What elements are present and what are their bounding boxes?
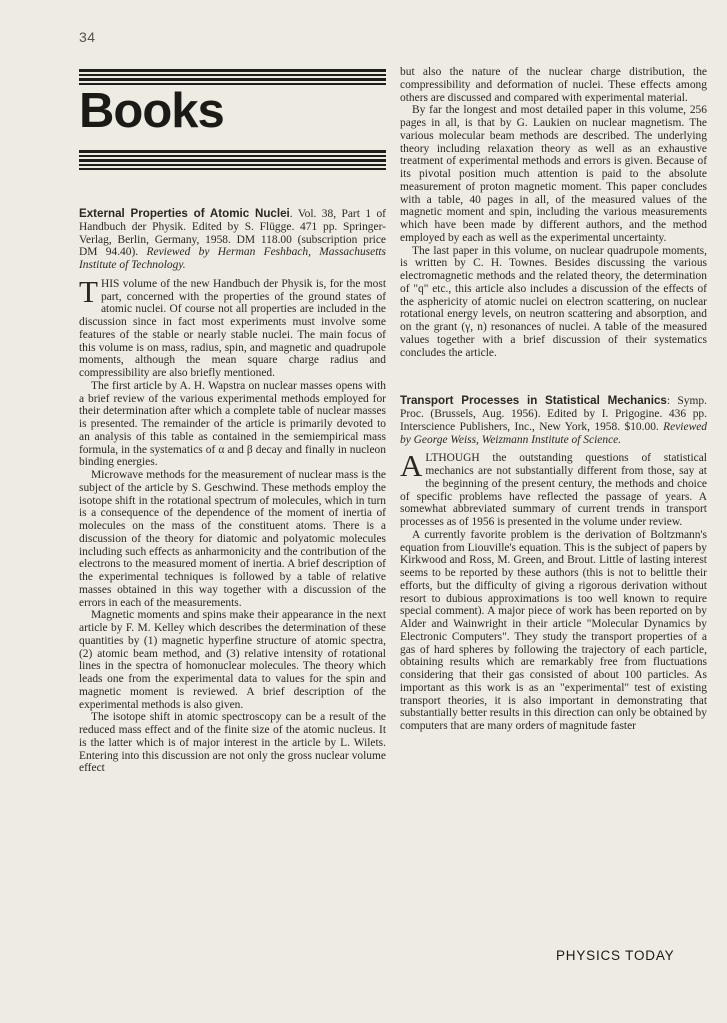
continued-paragraph: but also the nature of the nuclear charge distribution, the compressibility and deformation of nuclei. These effects among others are discussed and compared with experimental material. xyxy=(400,66,707,104)
body-paragraph: Microwave methods for the measurement of nuclear mass is the subject of the article by S. Geschwind. These methods employ the isotope shift in the rotational spectrum of molecules, which in turn is a consequence of the dependence of the moment of inertia of molecules on the mass of the constituent atoms. There is a discussion of the theory for diatomic and polyatomic molecules including such effects as anharmonicity and the contribution of the electrons to the measured moment of inertia. A brief description of the experimental techniques is followed by a table of relative masses obtained in this way together with a discussion of the errors in each of the measurements. xyxy=(79,469,386,609)
review-header xyxy=(79,208,386,272)
reviewer-credit: Reviewed by Herman Feshbach, Massachusetts Institute of Technology. xyxy=(79,246,386,271)
publication-footer: PHYSICS TODAY xyxy=(556,948,675,963)
section-title: Books xyxy=(79,84,224,138)
body-paragraph: A currently favorite problem is the derivation of Boltzmann's equation from Liouville's equation. This is the subject of papers by Kirkwood and Ross, M. Green, and Brout. Little of lasting interest seems to be reported by these authors (this is not to belittle their efforts, but the difficulty of giving a rigorous derivation without resort to dubious approximations is too well known to require special comment). A major piece of work has been reported on by Alder and Wainwright in their article "Molecular Dynamics by Electronic Computers". They study the transport properties of a gas of hard spheres by following the trajectory of each particle, obtaining results which are remarkably free from fluctuations considering that their gas consisted of about 100 particles. As important as this work is as an "experimental" test of existing transport theories, it is also important in demonstrating that substantially better results in this direction can only be obtained by computers that are many orders of magnitude faster xyxy=(400,528,707,732)
lead-text: HIS volume of the new Handbuch der Physik is, for the most part, concerned with the properties of the ground states of atomic nuclei. Of course not all properties are included in the discussion since in fact most experiments must involve some features of the stable or nearly stable nuclei. The main focus of this volume is on mass, radius, spin, and magnetic and quadrupole moments, although the mean square charge radius and compressibility are also briefly mentioned. xyxy=(79,277,386,379)
review-lead-paragraph xyxy=(400,448,707,529)
book-title: External Properties of Atomic Nuclei xyxy=(79,207,290,220)
reviewer-credit: Reviewed by George Weiss, Weizmann Institute of Science. xyxy=(400,420,707,446)
review-lead-paragraph xyxy=(79,273,386,380)
right-column xyxy=(400,66,707,733)
review-header xyxy=(400,395,707,446)
body-paragraph: By far the longest and most detailed paper in this volume, 256 pages in all, is that by G. Laukien on nuclear magnetism. The various molecular beam methods are described. The underlying theory including relaxation theory as well as an exhaustive treatment of experimental methods and errors is given. Because of its pivotal position much attention is paid to the absolute measurement of proton magnetic moment. This paper concludes with a table, 40 pages in all, of the measured values of the magnetic moment and spin, including the various measurements which have been made by different authors, and the method employed by each as well as the experimental uncertainty. xyxy=(400,104,707,244)
book-title: Transport Processes in Statistical Mechanics xyxy=(400,394,667,408)
body-paragraph: The last paper in this volume, on nuclear quadrupole moments, is written by C. H. Townes. Besides discussing the various electromagnetic methods and the related theory, the determination of "q" etc., this article also includes a discussion of the effects of the asphericity of atomic nuclei on electron scattering, on nuclear rotational energy levels, on neutron scattering and absorption, and on the grant (γ, n) resonances of nuclei. A table of the measured values together with a brief discussion of their systematics concludes the article. xyxy=(400,244,707,359)
drop-cap: T xyxy=(79,273,98,309)
header-rules-bottom xyxy=(79,150,386,172)
lead-text: LTHOUGH the outstanding questions of statistical mechanics are not substantially different from those, say at the beginning of the present century, the methods and choice of specific problems have reflected the passage of years. A somewhat abbreviated summary of current trends in transport processes as of 1956 is presented in the volume under review. xyxy=(400,452,707,528)
left-column xyxy=(79,208,386,775)
book-citation: . Vol. 38, Part 1 of Handbuch der Physik. Edited by S. Flügge. 471 pp. Springer-Verlag, Berlin, Germany, 1958. DM 118.00 (subscription price DM 94.40). xyxy=(79,208,386,259)
body-paragraph: The isotope shift in atomic spectroscopy can be a result of the reduced mass effect and of the finite size of the atomic nucleus. It is the latter which is of major interest in the article by L. Wilets. Entering into this discussion are not only the gross nuclear volume effect xyxy=(79,711,386,775)
book-citation: : Symp. Proc. (Brussels, Aug. 1956). Edited by I. Prigogine. 436 pp. Interscience Publishers, Inc., New York, 1958. $10.00. xyxy=(400,395,707,433)
body-paragraph: The first article by A. H. Wapstra on nuclear masses opens with a brief review of the various experimental methods employed for their determination after which a complete table of nuclear masses is presented. The remainder of the article is primarily devoted to an analysis of this table as contained in the semiempirical mass formula, in the systematics of α and β decay and finally in nucleon binding energies. xyxy=(79,379,386,469)
page-number: 34 xyxy=(79,29,96,45)
body-paragraph: Magnetic moments and spins make their appearance in the next article by F. M. Kelley which describes the determination of these quantities by (1) magnetic hyperfine structure of atomic spectra, (2) atomic beam method, and (3) relative intensity of rotational lines in the spectra of homonuclear molecules. The theory which leads one from the experimental data to values for the spin and magnetic moment is reviewed. A brief description of the experimental methods is also given. xyxy=(79,609,386,711)
review-separator xyxy=(400,359,707,395)
drop-cap: A xyxy=(400,448,423,484)
